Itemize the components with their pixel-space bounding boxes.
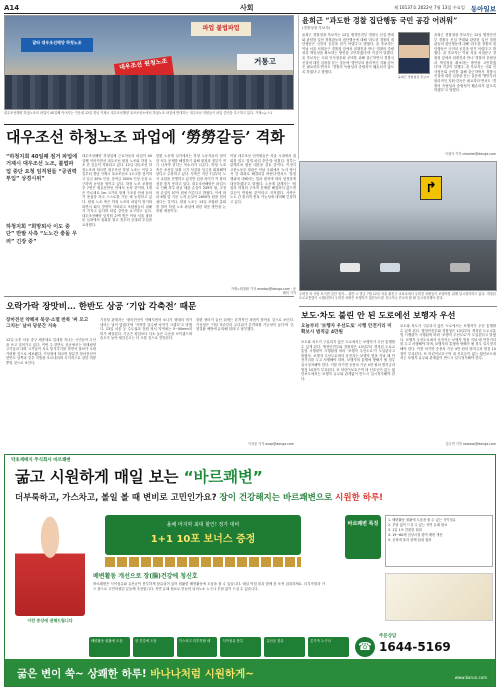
right-byline: 이청아 기자 clearlee@donga.com (444, 152, 496, 156)
divider (299, 306, 497, 307)
ad-benefit: 배변활동 원활에 도움 (89, 637, 130, 657)
car (340, 263, 360, 272)
main-headline: 대우조선 하청노조 파업에 ‘勞勞갈등’ 격화 (6, 128, 285, 146)
right-subtitle: (경찰청장 후보자) (302, 26, 331, 30)
photo-caption: 대우조선해양 하청노조의 파업이 40일째 이어지는 가운데 12일 경남 거제시 대우조선해양 옥포조선소에서 하청노조 파업에 반대하는 대우조선 직원들이 파업 중단을 촉구하고 있다. 거제=뉴스1 (4, 111, 273, 115)
newspaper-logo: 동아일보 (470, 4, 496, 13)
issue-date: 제 10137호 2022년 7월 13일 수요일 (393, 5, 465, 10)
divider (4, 124, 294, 125)
right-turn-sign-icon: ↱ (420, 176, 442, 200)
ad-feature-item: 3. 1일 1포 간편한 섭취 (388, 528, 422, 532)
ad-subhead-red: 시원한 하루! (335, 493, 384, 503)
pedestrian-byline: 김수연 기자 newsoo@donga.com (445, 442, 496, 446)
crosswalk-caption: 우회전 차 사람 보이면 일단 정지… 위반 시 벌금 7월 12일 서울 광진구 교차로에서 우회전 차량들이 보행자를 위해 일시정지하고 있다. 개정된 도로교통법이 시행되면서 우회전 차량은 보행자가 횡단보도를 건너거나 건너려 할 때 일시정지해야 한다. (299, 292, 496, 301)
ad-benefit-icons (89, 637, 349, 657)
main-byline: 거제=최창환 기자 oneday@donga.com · 송혜미 기자 (230, 287, 296, 296)
photo-banner-top: 파업 불법파업 (191, 22, 251, 36)
right-body-col1: 윤희근 경찰청장 후보자는 12일 행정안전부 경찰국 신설 반대와 관련한 일선 경찰관들의 집단행동에 대해 '과도한 경찰의 집단행동은 국민의 공감을 얻기 어렵다'고 밝혔다. 윤 후보자는 이날 서울 서대문구 경찰청 앞에서 취재진과 만나 '경찰의 중립성과 책임성을 확보하는 방안을 고민하겠다'며 이같이 말했다. 윤 후보자는 국회 인사청문회 준비를 위해 출근하면서 경찰국 신설에 대한 입장을 묻는 질문에 '행안부의 합리적인 지휘·감독은 필요하다'면서도 '경찰의 독립성과 중립성이 훼손되지 않도록 하겠다'고 답했다. (302, 33, 394, 74)
ad-product-packs (105, 557, 301, 567)
page-number: A14 (4, 4, 20, 12)
main-body-col1: 대우조선해양 하청업체 근로자들의 파업이 40일째 이어지면서 대우조선 원청 노조와 하청 노조 간 갈등이 격화되고 있다. 12일 대우조선 하청노조에 따르면 대우조선 하청 노조는 이달 2일부터 경남 거제시 옥포조선소 1도크를 점거하고 임금 30% 인상, 상여금 300% 인상 등을 요구하며 농성을 벌이고 있다. 하청 노조 조합원 중 7명은 원유운반선 안에서 농성 중이며, 1명은 가로세로 1m 크기의 철제 구조물 안에 들어가 용접을 하고 스스로를 가둔 채 농성하고 있다. 원청 노조 측은 하청 노조의 파업이 장기화되면서 회사 경영이 악화되고 조합원들의 피해가 커지고 있다며 파업 중단을 요구하고 있다. 대우조선해양 임직원 수백 명은 이날 서울 광화문 일대에서 집회를 열고 정부의 공권력 투입을 요청했다. (82, 154, 152, 227)
ad-feature-item: 5. 공복에 물과 함께 섭취 권장 (388, 538, 432, 542)
ad-subhead-text: 더부룩하고, 가스차고, 볼일 볼 때 변비로 고민인가요? (15, 493, 220, 503)
ad-benefit: 유산균 함유 (264, 637, 305, 657)
ad-benefit: 장 건강에 도움 (133, 637, 174, 657)
car (450, 263, 470, 272)
ad-website (455, 664, 487, 683)
weather-headline: 오락가락 장맛비… 한반도 상공 ‘기압 각축전’ 때문 (6, 302, 197, 312)
ad-info-title: 배변활동 개선으로 장(腸)건강에 청신호 (93, 573, 198, 580)
ad-slogan-a: 굶은 변이 쑥~ 상쾌한 하루! (17, 668, 151, 680)
weather-body-col2: 기상청 관계자는 '장마전선이 약해지면서 소나기 형태의 비가 내리는 날이 많겠다'며 '지역별 강수량 차이가 크겠다'고 말했다. 13일 서울 등 수도권과 강원 영서 지역에는 5~40mm의 비가 예상된다. 기온은 평년보다 다소 높은 수준을 보이겠으며 습도가 높아 체감온도는 더 오를 것으로 전망된다. (100, 318, 192, 341)
photo-banner-sign: 거통고 (237, 54, 293, 70)
pedestrian-subhead: 오늘부터 '보행자 우선도로' 시행 안전거리 미확보시 범칙금 4만원 (301, 324, 392, 336)
ad-order (355, 633, 489, 655)
ad-info (93, 571, 325, 641)
ad-product-name: “바르쾌변” (183, 468, 263, 486)
main-subhead-1: “하청지회 40일째 점거 파업에 거제시 대우조선 노조, 불법파업 중단 요청 임직원들 “공권력 투입” 상경시위” (6, 154, 78, 183)
main-body-col3: 이날 대우조선 임직원들은 서울 시내에서 집회를 열고 '불법 파업 중단'을 외쳤다. 정부는 관계부처 합동 대응을 검토 중이다. 이정식 고용노동부 장관은 이날 국회에서 '노사 당사자 간 대화로 해결되길 바란다'면서도 '불법행위에 대해서는 법과 원칙에 따라 엄정하게 대응하겠다'고 밝혔다. 노동계 관계자는 '원청과 하청의 구조적 문제를 해결하지 않으면 갈등이 반복될 것'이라고 지적했다. 사측은 노노 간 물리적 충돌 가능성에 대비해 긴장하고 있다. (230, 154, 296, 204)
pedestrian-headline: 보도·차도 불린 안 된 도로에선 보행자 우선 (301, 310, 456, 320)
photo-banner-red: 대우조선 원청노조 (114, 56, 174, 84)
protest-photo (4, 15, 294, 110)
column-divider (298, 15, 299, 159)
ad-feature-item: 1. 배변활동 원활에 도움을 줄 수 있는 식이섬유 (388, 518, 456, 522)
right-headline: 윤희근 “과도한 경찰 집단행동 국민 공감 어려워” (302, 16, 458, 25)
ad-product-line2: 1+1 10포 보너스 증정 (150, 534, 256, 545)
pedestrian-body-col2: 보도와 차도가 구분되지 않은 도로에서는 보행자가 우선 통행할 수 있게 된다. 행정안전부와 경찰청은 13일부터 개정된 도로교통법 시행령이 시행됨에 따라 '보행자 우선도로'가 도입된다고 밝혔다. 보행자 우선도로에서 운전자는 보행자 옆을 지날 때 안전거리를 두고 서행해야 하며, 보행자의 통행에 방해가 될 경우 일시정지해야 한다. 이를 어기면 승용차 기준 4만 원의 범칙금과 벌점 10점이 부과된다. 또 어린이보호구역 내 신호등이 없는 횡단보도에서는 보행자 유무와 관계없이 반드시 일시정지해야 한다. (400, 324, 496, 361)
ad-feature-badge: 바르쾌변 특징 (345, 515, 381, 559)
ad-product-photo (385, 573, 493, 621)
ad-feature-panel (345, 515, 493, 625)
main-subhead-2: 하청지회 “희망퇴사 이도 중단” 반발 사측 “노노간 충돌 우려” 긴장 중” (6, 224, 77, 245)
ad-feature-item: 4. 19~60세 임상시험 참여 배변 개선 (388, 533, 443, 537)
ad-reader-note: 이런 증상에 권해드립니다 (27, 618, 73, 623)
ad-bottom-banner (5, 659, 495, 686)
right-body-col2: 윤희근 경찰청장 후보자는 12일 행정안전부 경찰국 신설 반대와 관련한 일선 경찰관들의 집단행동에 대해 '과도한 경찰의 집단행동은 국민의 공감을 얻기 어렵다'고 밝혔다. 윤 후보자는 이날 서울 서대문구 경찰청 앞에서 취재진과 만나 '경찰의 중립성과 책임성을 확보하는 방안을 고민하겠다'며 이같이 말했다. 윤 후보자는 국회 인사청문회 준비를 위해 출근하면서 경찰국 신설에 대한 입장을 묻는 질문에 '행안부의 합리적인 지휘·감독은 필요하다'면서도 '경찰의 독립성과 중립성이 훼손되지 않도록 하겠다'고 답했다. (434, 33, 497, 93)
weather-subhead: 장마전선 약해져 북상·소멸 반복 '찌 모고 그치는' 날씨 당분간 지속 (6, 318, 89, 330)
ad-headline-text: 굶고 시원하게 매일 보는 (15, 468, 184, 486)
weather-byline: 이지윤 기자 asap@donga.com (248, 442, 294, 446)
ad-order-label: 주문상담 (379, 634, 397, 639)
ad-product-line1: 올해 마지막 최대 할인! 정가 대비 (166, 522, 240, 528)
ad-subhead-green: 장이 건강해지는 바르쾌변으로 (219, 493, 336, 503)
pedestrian-body-col1: 보도와 차도가 구분되지 않은 도로에서는 보행자가 우선 통행할 수 있게 된다. 행정안전부와 경찰청은 13일부터 개정된 도로교통법 시행령이 시행됨에 따라 '보행자 우선도로'가 도입된다고 밝혔다. 보행자 우선도로에서 운전자는 보행자 옆을 지날 때 안전거리를 두고 서행해야 하며, 보행자의 통행에 방해가 될 경우 일시정지해야 한다. 이를 어기면 승용차 기준 4만 원의 범칙금과 벌점 10점이 부과된다. 또 어린이보호구역 내 신호등이 없는 횡단보도에서는 보행자 유무와 관계없이 반드시 일시정지해야 한다. (301, 340, 395, 381)
phone-icon: ☎ (355, 637, 375, 657)
section-name: 사회 (240, 4, 254, 12)
car (380, 263, 400, 272)
ad-benefit: 식이섬유 풍부 (220, 637, 261, 657)
weather-body-col1: 12일 오후 서울 중구 세종대로 일대를 지나는 시민들이 우산을 쓰고 걸어가고 있다. 이번 주 한반도 상공에서는 북태평양고기압과 대륙 고기압이 서로 힘겨루기를 하면서 날씨가 오락가락할 것으로 예보됐다. 기상청에 따르면 당분간 장마전선이 한반도 남쪽과 중부 지방을 오르내리며 국지적으로 강한 비를 뿌릴 것으로 보인다. (6, 338, 96, 365)
divider (4, 296, 294, 297)
ad-product-box (105, 515, 301, 555)
ad-feature-list (385, 515, 493, 567)
ad-feature-item: 2. 부담 없이 드실 수 있는 자연 유래 원료 (388, 523, 448, 527)
weather-body-col3: 한편 장마가 끝난 뒤에는 본격적인 폭염이 찾아올 것으로 보인다. 기상청은 '이달 하순부터 무더위가 본격화할 가능성이 높다'며 '온열질환 예방에 유의해 달라'고 당부했다. (196, 318, 294, 332)
ad-benefit: 온가족 누구나 (308, 637, 349, 657)
ad-benefit: 가스차고 더부룩할 때 (177, 637, 218, 657)
ad-slogan-b: 바나나처럼 시원하게~ (150, 668, 255, 680)
page-header (4, 3, 496, 14)
advertisement (4, 454, 496, 687)
portrait-photo (398, 32, 430, 74)
ad-web-address: www.barun.com (454, 675, 487, 680)
photo-banner-blue: 잘타 대우조선해양 하청노조 (21, 38, 93, 52)
ad-headline (15, 465, 263, 487)
ad-model-photo (15, 511, 85, 616)
ad-phone-number: 1644-5169 (379, 640, 451, 654)
ad-info-body: 바르쾌변은 식이섬유와 유산균이 풍부하게 함유되어 있어 원활한 배변활동에 도움을 줄 수 있습니다. 매일 아침 물과 함께 한 포씩 섭취하세요. 더부룩함과 가스 참으로 고민하셨던 분들께 추천합니다. 자연 유래 원료로 만들어 남녀노소 누구나 부담 없이 드실 수 있습니다. (93, 582, 325, 591)
ad-brand: 약초재배지 주식회사 바르쾌변 (11, 458, 71, 463)
main-body-col2: 한편 노동계 일각에서는 하청 노동자들의 열악한 처우 문제를 해결하기 위해 원청과 정부가 적극 나서야 한다는 목소리가 나온다. 하청 노조 측은 조선업 불황 시기 삭감된 임금을 회복해야 한다고 주장하고 있다. 사측은 지난 7일부터 노사 교섭을 진행하고 있지만 입장 차이가 커 합의점을 찾지 못하고 있다. 대우조선해양은 파업으로 인해 하루 평균 매출 손실이 259억 원, 고정비 손실이 57억 원에 이른다고 밝혔다. 이에 따라 6월 말 기준 누적 손실이 2800억 원을 넘어섰다는 것이다. 원청 노조는 13일 조합원 총회를 열어 하청 노조 파업에 대한 대응 방안을 논의할 예정이다. (156, 154, 226, 214)
photo-crowd (5, 75, 293, 109)
crosswalk-photo (299, 161, 497, 291)
portrait-caption: 윤희근 경찰청장 후보자 (398, 75, 429, 79)
ad-slogan (17, 666, 254, 681)
ad-subhead (15, 491, 383, 503)
